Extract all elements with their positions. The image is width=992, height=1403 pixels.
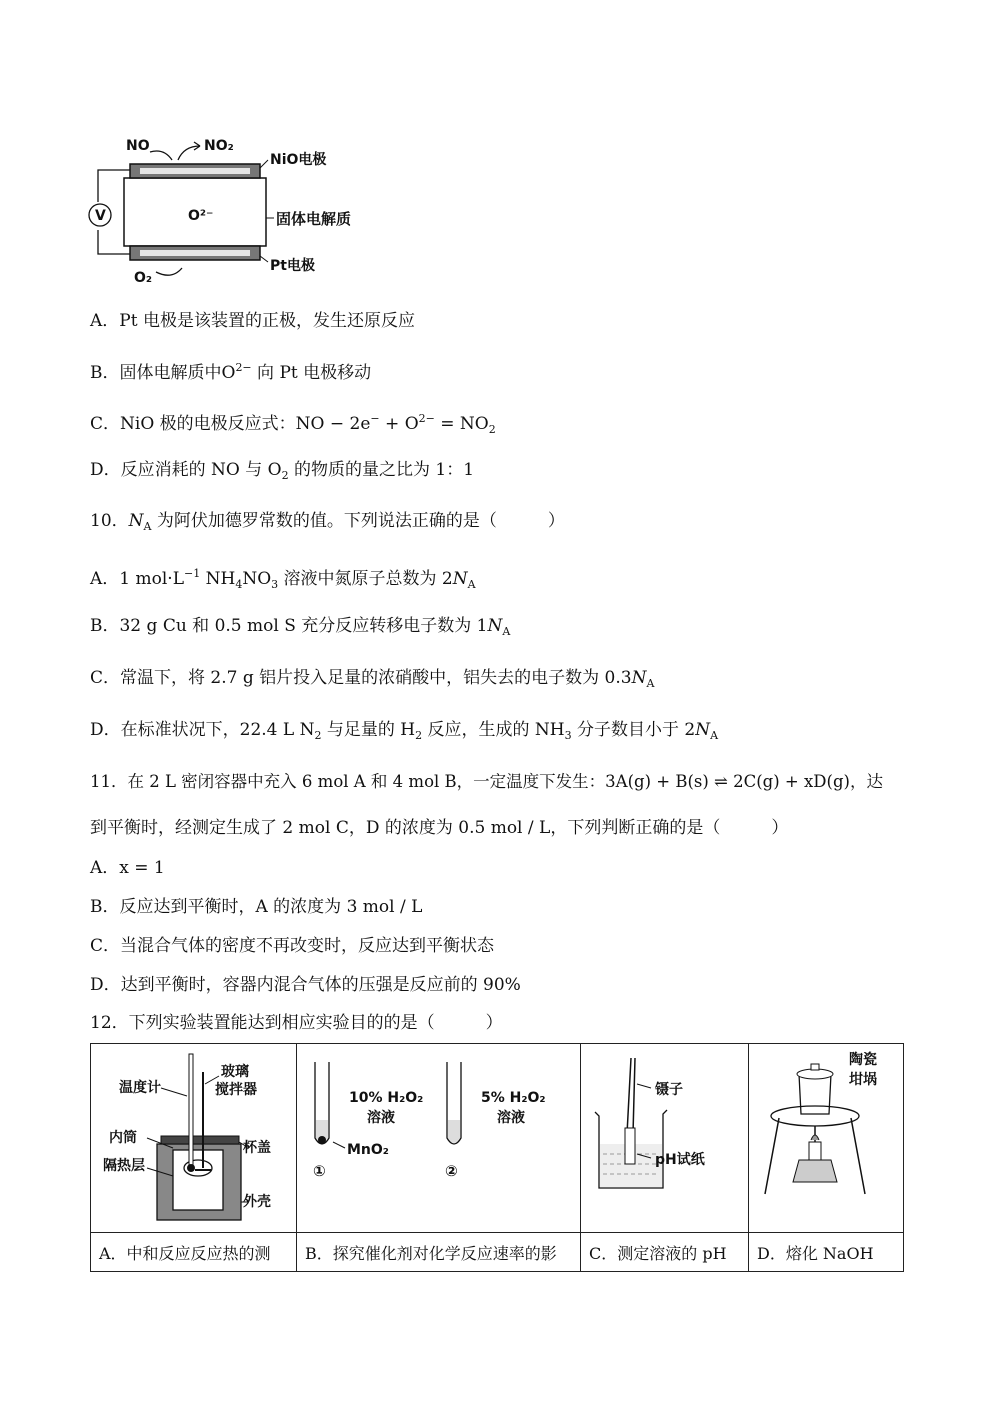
q10-a-t3: NO xyxy=(242,569,272,589)
q10-a-na: N xyxy=(452,569,468,589)
q12-caption-c: C．测定溶液的 pH xyxy=(581,1233,749,1272)
q10-c-na: N xyxy=(631,668,647,688)
no2-label: NO₂ xyxy=(204,138,234,154)
q9-b-prefix: B．固体电解质中 xyxy=(90,363,222,383)
q10-na: N xyxy=(128,511,144,531)
calorimeter-figure xyxy=(91,1044,295,1228)
q9-d-suffix: 的物质的量之比为 1：1 xyxy=(288,460,475,480)
q9-c-eq2: + O xyxy=(379,414,419,434)
tube1-conc-label: 10% H₂O₂ xyxy=(349,1090,424,1106)
catalyst-tubes-figure xyxy=(297,1044,579,1228)
q11-stem-line2: 到平衡时，经测定生成了 2 mol C，D 的浓度为 0.5 mol / L，下列判断正确的是（ ） xyxy=(90,818,789,838)
q10-option-c xyxy=(90,667,654,695)
q9-b-ion: O xyxy=(221,363,236,383)
q10-d-na-sub: A xyxy=(710,729,719,742)
q9-c-eq1: NO − 2e xyxy=(295,414,371,434)
q11-option-c: C．当混合气体的密度不再改变时，反应达到平衡状态 xyxy=(90,936,495,956)
q12-figure-b-cell xyxy=(297,1044,581,1233)
crucible-label-1: 陶瓷 xyxy=(849,1052,877,1068)
lid-label: 杯盖 xyxy=(243,1140,271,1156)
q10-b-t1: B．32 g Cu 和 0.5 mol S 充分反应转移电子数为 1 xyxy=(90,616,488,636)
q10-na-sub: A xyxy=(143,520,152,533)
mno2-label: MnO₂ xyxy=(347,1142,389,1158)
q11-option-b: B．反应达到平衡时，A 的浓度为 3 mol / L xyxy=(90,897,423,917)
q10-d-na: N xyxy=(695,720,711,740)
q9-c-o-charge: 2− xyxy=(418,412,435,425)
q9-b-suffix: 向 Pt 电极移动 xyxy=(251,363,372,383)
q10-d-t3-sub: 3 xyxy=(564,729,572,742)
inner-tube-label: 内筒 xyxy=(109,1130,137,1146)
q12-caption-a: A．中和反应反应热的测 xyxy=(91,1233,297,1272)
q11-option-a: A．x = 1 xyxy=(90,858,165,878)
tweezers-label: 镊子 xyxy=(655,1082,683,1098)
q10-a-t2: NH xyxy=(200,569,236,589)
q9-d-prefix: D．反应消耗的 NO 与 O xyxy=(90,460,282,480)
pt-electrode-label: Pt电极 xyxy=(270,258,315,274)
q10-option-d xyxy=(90,719,718,747)
thermometer-label: 温度计 xyxy=(119,1080,161,1096)
q10-a-t1: A．1 mol·L xyxy=(90,569,184,589)
q10-a-t3-sub: 3 xyxy=(271,578,279,591)
q10-b-na-sub: A xyxy=(502,625,511,638)
voltmeter-label: V xyxy=(95,208,106,224)
q12-options-table xyxy=(90,1043,904,1272)
q12-figure-d-cell xyxy=(749,1044,904,1233)
ph-test-figure xyxy=(581,1044,747,1228)
ion-label: O²⁻ xyxy=(188,208,214,224)
q9-c-eq-sub: 2 xyxy=(488,423,496,436)
q9-option-a-text: A．Pt 电极是该装置的正极，发生还原反应 xyxy=(90,311,415,331)
stirrer-label-1: 玻璃 xyxy=(221,1064,249,1080)
q10-number: 10． xyxy=(90,511,129,531)
q12-caption-d: D．熔化 NaOH xyxy=(749,1233,904,1272)
tube2-mark: ② xyxy=(445,1162,458,1180)
insulation-label: 隔热层 xyxy=(103,1158,145,1174)
q10-b-na: N xyxy=(487,616,503,636)
q9-b-ion-charge: 2− xyxy=(235,361,252,374)
q10-stem-text: 为阿伏加德罗常数的值。下列说法正确的是（ ） xyxy=(151,511,565,531)
nio-electrode-label: NiO电极 xyxy=(270,152,327,168)
q10-a-t2-sub: 4 xyxy=(235,578,243,591)
q12-figure-c-cell xyxy=(581,1044,749,1233)
ph-paper-label: pH试纸 xyxy=(655,1152,705,1168)
q9-option-a xyxy=(90,310,415,332)
q10-stem xyxy=(90,510,565,538)
q9-option-d xyxy=(90,459,474,487)
q9-c-eq3: = NO xyxy=(434,414,489,434)
q9-option-c xyxy=(90,408,496,441)
q10-c-t1: C．常温下，将 2.7 g 铝片投入足量的浓硝酸中，铝失去的电子数为 0.3 xyxy=(90,668,632,688)
o2-label: O₂ xyxy=(134,270,153,286)
q10-option-a xyxy=(90,563,476,596)
q11-stem-line1: 11．在 2 L 密闭容器中充入 6 mol A 和 4 mol B，一定温度下发生：3A(g) + B(s) ⇌ 2C(g) + xD(g)，达 xyxy=(90,772,883,791)
crucible-label-2: 坩埚 xyxy=(849,1072,877,1088)
q10-a-t4: 溶液中氮原子总数为 2 xyxy=(278,569,453,589)
q9-option-b xyxy=(90,357,371,384)
q9-c-prefix: C．NiO 极的电极反应式： xyxy=(90,414,296,434)
electrolyte-label: 固体电解质 xyxy=(276,210,352,228)
battery-diagram xyxy=(86,130,376,290)
shell-label: 外壳 xyxy=(243,1194,271,1210)
q10-d-t4: 分子数目小于 2 xyxy=(571,720,696,740)
crucible-figure xyxy=(749,1044,902,1228)
tube2-conc-label: 5% H₂O₂ xyxy=(481,1090,546,1106)
tube1-mark: ① xyxy=(313,1162,326,1180)
q10-d-t2: 与足量的 H xyxy=(321,720,416,740)
q12-caption-b: B．探究催化剂对化学反应速率的影 xyxy=(297,1233,581,1272)
q10-d-t1: D．在标准状况下，22.4 L N xyxy=(90,720,315,740)
q9-c-e-charge: − xyxy=(370,412,380,425)
no-label: NO xyxy=(126,138,150,154)
stirrer-label-2: 搅拌器 xyxy=(215,1082,257,1098)
q12-stem: 12．下列实验装置能达到相应实验目的的是（ ） xyxy=(90,1013,503,1033)
tube1-solution-label: 溶液 xyxy=(367,1110,395,1126)
tube2-solution-label: 溶液 xyxy=(497,1110,525,1126)
q10-a-na-sub: A xyxy=(467,578,476,591)
q9-d-sub: 2 xyxy=(281,469,289,482)
q10-a-t1-sup: −1 xyxy=(183,567,201,580)
q10-d-t2-sub: 2 xyxy=(415,729,423,742)
q10-d-t3: 反应，生成的 NH xyxy=(422,720,565,740)
q11-option-d: D．达到平衡时，容器内混合气体的压强是反应前的 90% xyxy=(90,975,521,995)
q10-d-t1-sub: 2 xyxy=(314,729,322,742)
q12-figure-a-cell xyxy=(91,1044,297,1233)
q10-option-b xyxy=(90,615,510,643)
q10-c-na-sub: A xyxy=(646,677,655,690)
